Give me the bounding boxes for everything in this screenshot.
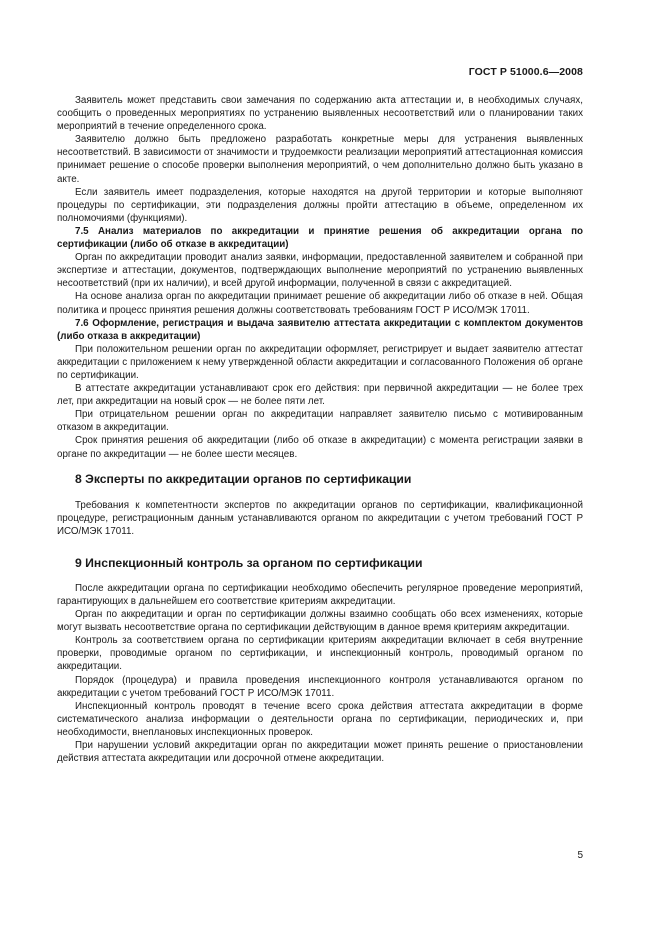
paragraph: Требования к компетентности экспертов по аккредитации органов по сертификации, квалификационной процедуре, регистрационным данным устанавливаются органом по аккредитации с учетом требований ГОСТ Р ИСО/МЭК 17011. (57, 499, 583, 537)
paragraph: Контроль за соответствием органа по сертификации критериям аккредитации включает в себя внутренние проверки, проводимые органом по сертификации, и инспекционный контроль, проводимый органом по аккредитации. (57, 635, 583, 673)
document-id-header: ГОСТ Р 51000.6—2008 (468, 66, 583, 78)
paragraph: Если заявитель имеет подразделения, которые находятся на другой территории и которые выполняют процедуры по сертификации, эти подразделения должны пройти аттестацию в объеме, определенном их полномочиями (функциями). (57, 186, 583, 224)
paragraph: На основе анализа орган по аккредитации принимает решение об аккредитации либо об отказе в ней. Общая политика и процесс принятия решения должны соответствовать требованиям ГОСТ Р ИСО/МЭК 17011. (57, 291, 583, 316)
paragraph: Орган по аккредитации проводит анализ заявки, информации, предоставленной заявителем и собранной при экспертизе и аттестации, документов, подтверждающих выполнение мероприятий по устранению выявленных несоответствий (при их наличии), и всей другой информации, полученной в связи с аккредитацией. (57, 252, 583, 290)
paragraph: В аттестате аккредитации устанавливают срок его действия: при первичной аккредитации — не более трех лет, при аккредитации на новый срок — не более пяти лет. (57, 383, 583, 408)
paragraph: Заявителю должно быть предложено разработать конкретные меры для устранения выявленных несоответствий. В зависимости от значимости и трудоемкости реализации мероприятий аттестационная комиссия принимает решение о способе проверки выполнения мероприятий, о чем дополнительно должно быть указано в акте. (57, 134, 583, 185)
document-body (57, 94, 583, 765)
subsection-7-6-title: 7.6 Оформление, регистрация и выдача заявителю аттестата аккредитации с комплектом документов (либо отказа в аккредитации) (57, 317, 583, 342)
paragraph: При отрицательном решении орган по аккредитации направляет заявителю письмо с мотивированным отказом в аккредитации. (57, 409, 583, 434)
page-number: 5 (577, 850, 583, 861)
paragraph: Срок принятия решения об аккредитации (либо об отказе в аккредитации) с момента регистрации заявки в органе по аккредитации — не более шести месяцев. (57, 435, 583, 460)
paragraph: Орган по аккредитации и орган по сертификации должны взаимно сообщать обо всех изменениях, которые могут вызвать несоответствие органа по сертификации действующим в данное время критериям аккредитации. (57, 609, 583, 634)
subsection-7-5-title: 7.5 Анализ материалов по аккредитации и принятие решения об аккредитации органа по сертификации (либо об отказе в аккредитации) (57, 225, 583, 251)
paragraph: Заявитель может представить свои замечания по содержанию акта аттестации и, в необходимых случаях, сообщить о проведенных мероприятиях по устранению выявленных несоответствий или о планировании таких мероприятий в течение определенного срока. (57, 95, 583, 133)
section-9-title: 9 Инспекционный контроль за органом по сертификации (75, 555, 423, 570)
paragraph: После аккредитации органа по сертификации необходимо обеспечить регулярное проведение мероприятий, гарантирующих в дальнейшем его соответствие критериям аккредитации. (57, 582, 583, 607)
paragraph: При положительном решении орган по аккредитации оформляет, регистрирует и выдает заявителю аттестат аккредитации с приложением к нему утвержденной области аккредитации и согласованного Положения об органе по сертификации. (57, 343, 583, 381)
paragraph: Порядок (процедура) и правила проведения инспекционного контроля устанавливаются органом по аккредитации с учетом требований ГОСТ Р ИСО/МЭК 17011. (57, 674, 583, 699)
paragraph: Инспекционный контроль проводят в течение всего срока действия аттестата аккредитации в форме систематического анализа информации о деятельности органа по сертификации, периодических и, при необходимости, внеплановых инспекционных проверок. (57, 700, 583, 738)
section-8-title: 8 Эксперты по аккредитации органов по сертификации (75, 471, 412, 486)
paragraph: При нарушении условий аккредитации орган по аккредитации может принять решение о приостановлении действия аттестата аккредитации или досрочной отмене аккредитации. (57, 740, 583, 765)
